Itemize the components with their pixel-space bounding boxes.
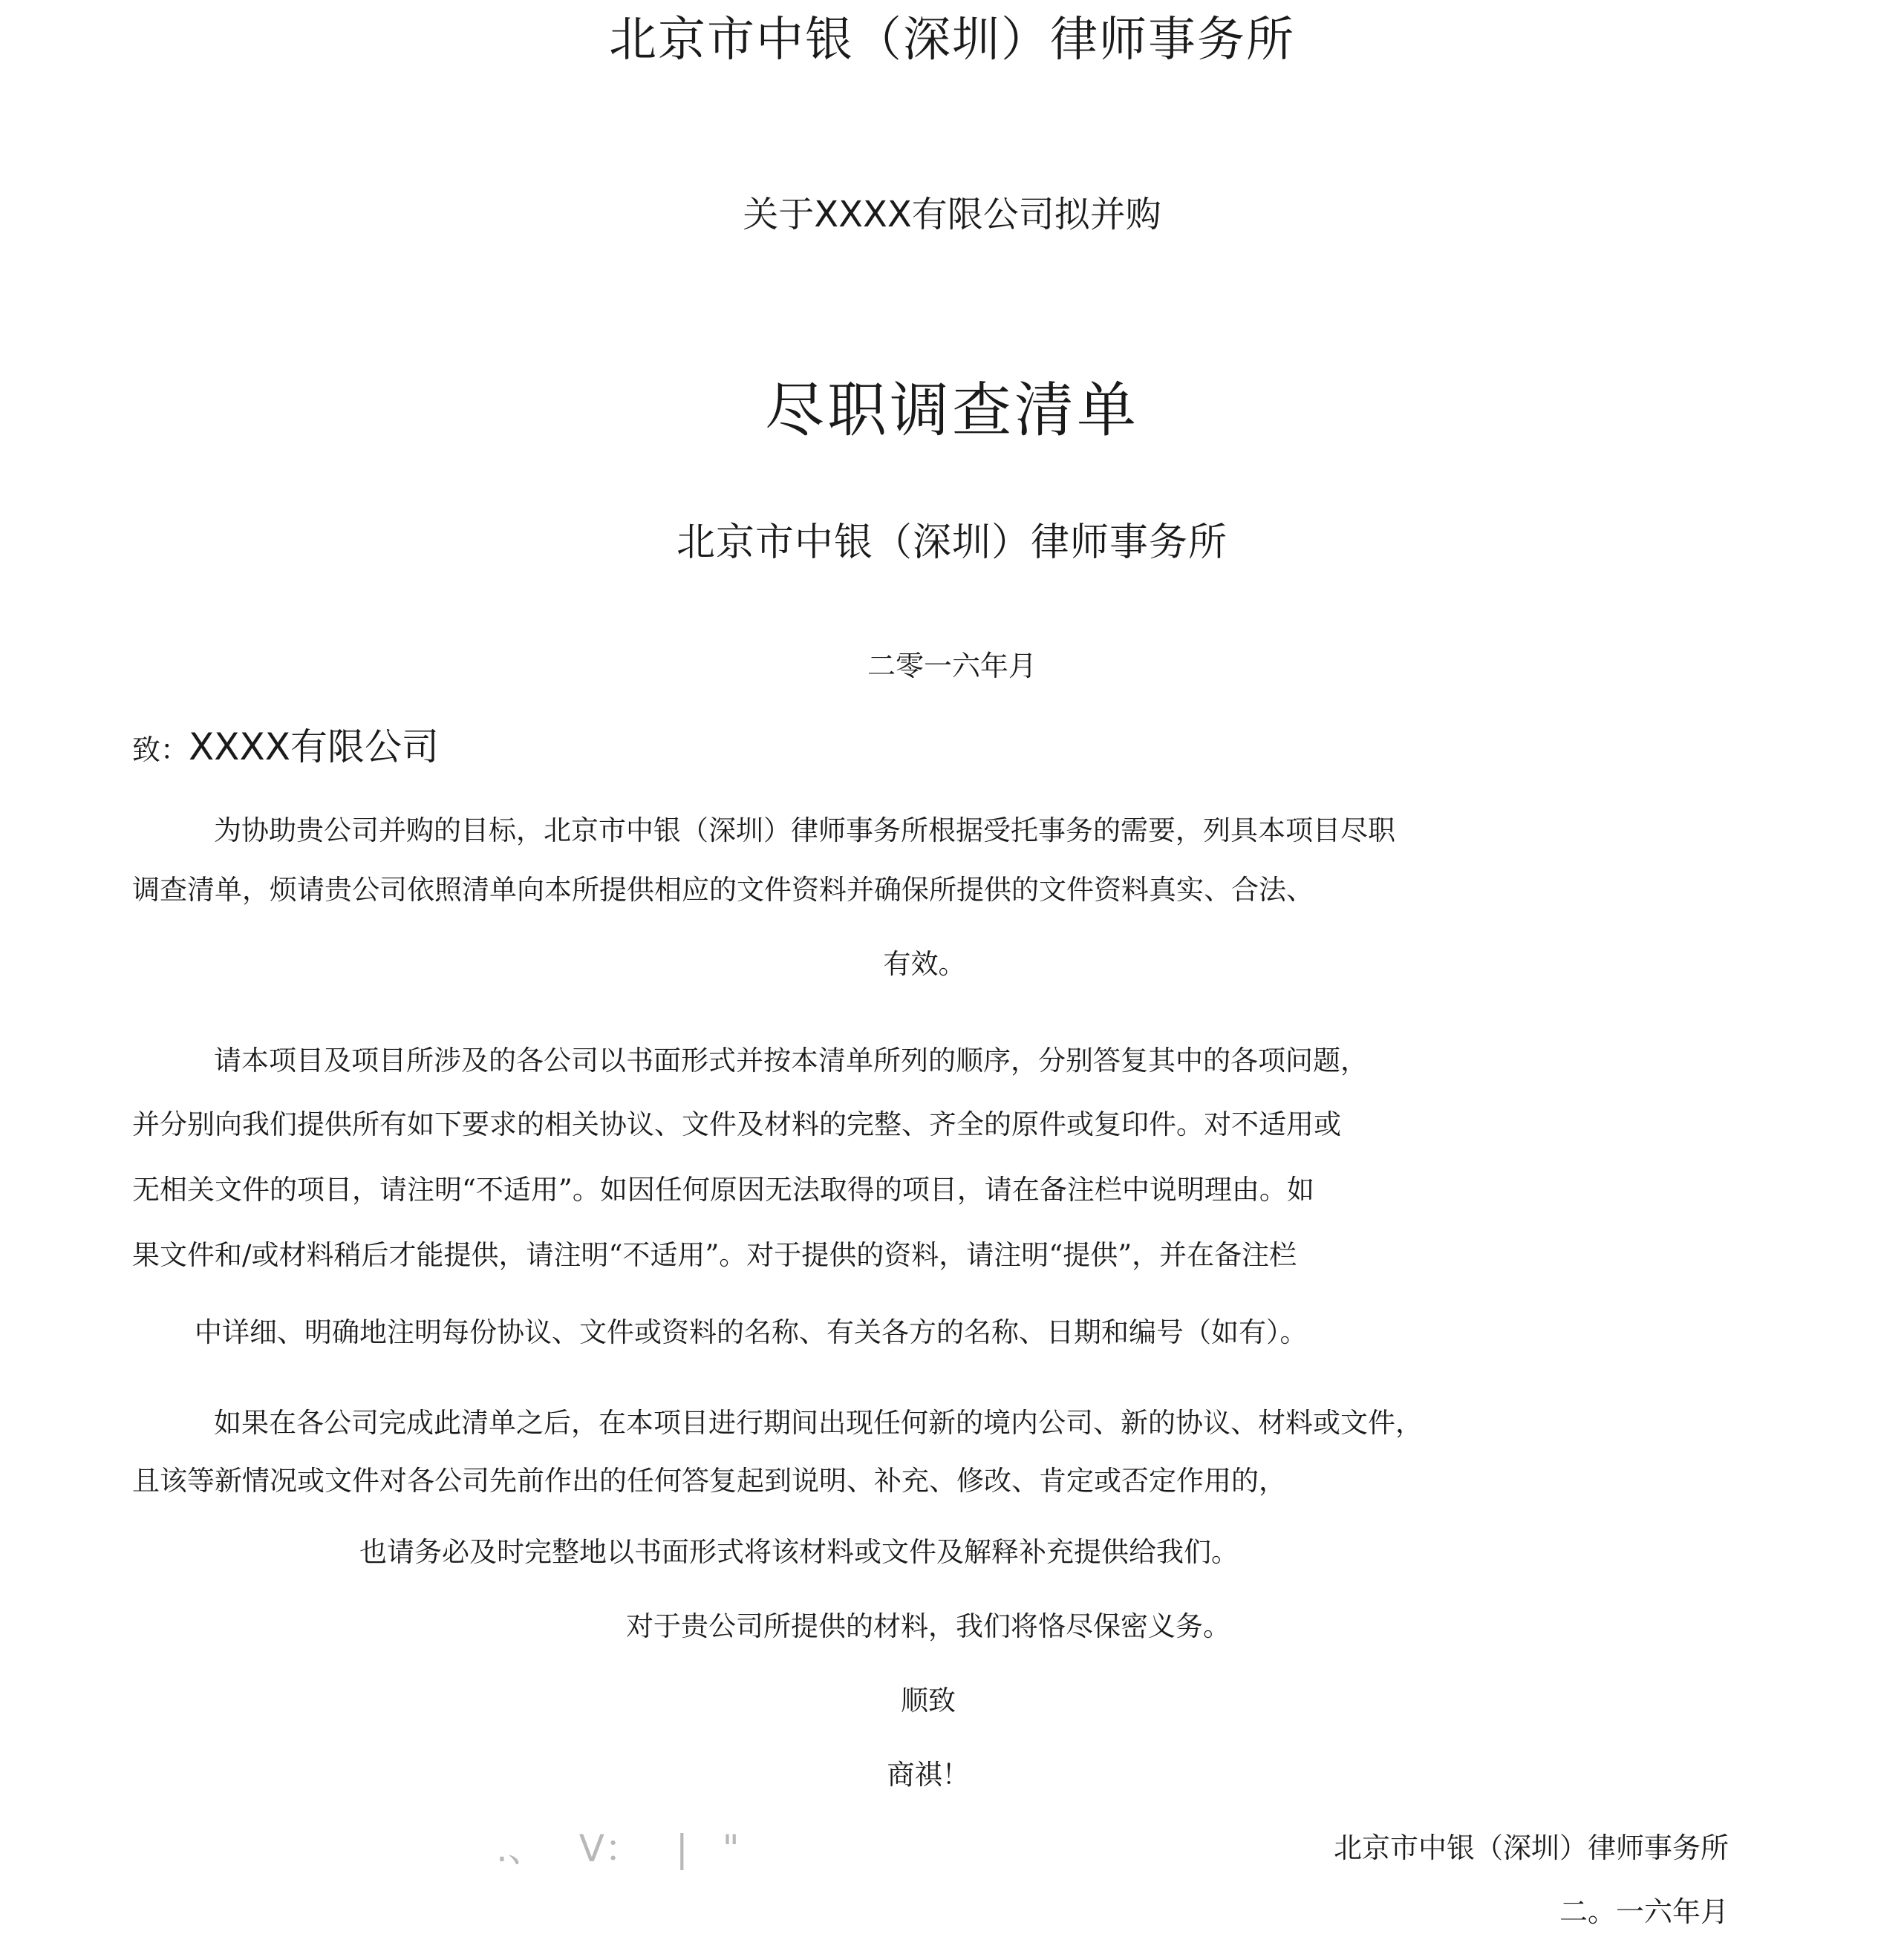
salutation [132, 717, 439, 771]
closing-wish: 商祺！ [887, 1759, 970, 1791]
salutation-prefix: 致： [132, 734, 189, 766]
paragraph2-line3: 无相关文件的项目，请注明“不适用”。如因任何原因无法取得的项目，请在备注栏中说明理由。如 [132, 1174, 1314, 1206]
paragraph2-line5: 中详细、明确地注明每份协议、文件或资料的名称、有关各方的名称、日期和编号（如有）。 [195, 1316, 1308, 1348]
closing-greeting: 顺致 [901, 1685, 956, 1716]
signature-firm-name: 北京市中银（深圳）律师事务所 [1333, 1832, 1729, 1864]
scan-artifact-text: .、 V： | " [496, 1827, 740, 1870]
subtitle-prefix: 关于 [743, 194, 815, 235]
paragraph3-line3: 也请务必及时完整地以书面形式将该材料或文件及解释补充提供给我们。 [359, 1536, 1239, 1568]
paragraph3-line2: 且该等新情况或文件对各公司先前作出的任何答复起到说明、补充、修改、肯定或否定作用的， [132, 1465, 1286, 1497]
document-title: 尽职调查清单 [765, 376, 1139, 445]
paragraph3-line1: 如果在各公司完成此清单之后，在本项目进行期间出现任何新的境内公司、新的协议、材料或文件， [214, 1407, 1423, 1439]
subtitle-suffix: 有限公司拟并购 [911, 194, 1161, 235]
salutation-company: XXXX有限公司 [189, 725, 440, 768]
confidentiality-statement: 对于贵公司所提供的材料，我们将恪尽保密义务。 [626, 1610, 1230, 1642]
paragraph2-line4: 果文件和/或材料稍后才能提供，请注明“不适用”。对于提供的资料，请注明“提供”，并在备注栏 [132, 1239, 1297, 1271]
paragraph2-line1: 请本项目及项目所涉及的各公司以书面形式并按本清单所列的顺序，分别答复其中的各项问题， [214, 1045, 1368, 1077]
paragraph1-line1: 为协助贵公司并购的目标，北京市中银（深圳）律师事务所根据受托事务的需要，列具本项目尽职 [214, 814, 1395, 846]
cover-subtitle [0, 186, 1904, 237]
header-firm-name: 北京市中银（深圳）律师事务所 [609, 13, 1295, 68]
subtitle-company: XXXX [814, 194, 912, 235]
cover-date: 二零一六年月 [867, 650, 1037, 682]
paragraph2-line2: 并分别向我们提供所有如下要求的相关协议、文件及材料的完整、齐全的原件或复印件。对不适用或 [132, 1108, 1341, 1140]
signature-date: 二。一六年月 [1559, 1895, 1729, 1928]
cover-firm-name: 北京市中银（深圳）律师事务所 [676, 520, 1228, 565]
paragraph1-line3: 有效。 [883, 948, 966, 980]
paragraph1-line2: 调查清单，烦请贵公司依照清单向本所提供相应的文件资料并确保所提供的文件资料真实、合法、 [132, 874, 1314, 906]
